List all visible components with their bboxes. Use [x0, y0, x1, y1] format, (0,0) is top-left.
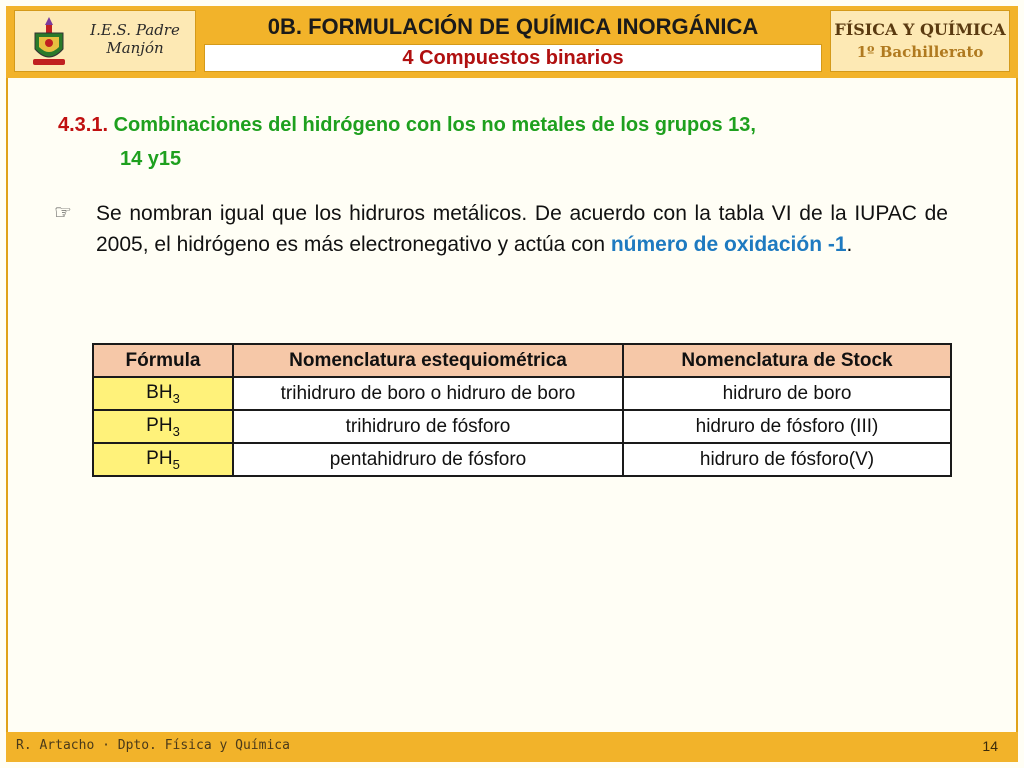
section-number: 4.3.1.: [58, 114, 109, 136]
stock-cell: hidruro de boro: [623, 377, 951, 410]
footer-author: R. Artacho · Dpto. Física y Química: [16, 738, 290, 753]
page-number: 14: [982, 738, 998, 754]
table-row: [93, 443, 951, 476]
formula-subscript: 5: [172, 456, 180, 472]
section-heading-line2: 14 y15: [120, 148, 182, 170]
paragraph-end: .: [846, 233, 853, 256]
header-formula: Fórmula: [93, 344, 233, 377]
table-row: [93, 410, 951, 443]
section-heading: [58, 108, 978, 176]
body-paragraph: [96, 198, 948, 260]
formula-base: BH: [146, 381, 173, 403]
slide-subtitle: [204, 44, 822, 72]
table-header-row: [93, 344, 951, 377]
paragraph-text: Se nombran igual que los hidruros metálicos. De acuerdo con la tabla VI de la IUPAC de 2005, el hidrógeno es más electronegativo y actúa con: [96, 202, 948, 256]
formula-base: PH: [146, 447, 173, 469]
formula-base: PH: [146, 414, 173, 436]
subject-box: [830, 10, 1010, 72]
school-name: [77, 21, 193, 57]
table-row: [93, 377, 951, 410]
stoich-cell: pentahidruro de fósforo: [233, 443, 623, 476]
pointing-hand-icon: ☞: [54, 202, 72, 224]
stoich-cell: trihidruro de fósforo: [233, 410, 623, 443]
formula-cell: [93, 410, 233, 443]
stock-cell: hidruro de fósforo(V): [623, 443, 951, 476]
school-name-line2: Manjón: [106, 39, 164, 57]
stock-cell: hidruro de fósforo (III): [623, 410, 951, 443]
header-stoichiometric: Nomenclatura estequiométrica: [233, 344, 623, 377]
header-stock: Nomenclatura de Stock: [623, 344, 951, 377]
nomenclature-table-wrap: [92, 343, 952, 477]
subtitle-text: Compuestos binarios: [419, 47, 624, 69]
formula-subscript: 3: [172, 390, 180, 406]
section-heading-line1: Combinaciones del hidrógeno con los no metales de los grupos 13,: [113, 114, 756, 136]
oxidation-number-highlight: número de oxidación -1: [610, 233, 847, 256]
course-level: 1º Bachillerato: [856, 43, 984, 61]
school-crest-icon: [27, 15, 71, 69]
subtitle-number: 4: [402, 47, 414, 69]
nomenclature-table: [92, 343, 952, 477]
school-logo-box: [14, 10, 196, 72]
formula-subscript: 3: [172, 423, 180, 439]
title-box: [204, 10, 822, 72]
subject-name: FÍSICA Y QUÍMICA: [834, 20, 1006, 39]
stoich-cell: trihidruro de boro o hidruro de boro: [233, 377, 623, 410]
footer-bar: [6, 732, 1018, 762]
school-name-line1: I.E.S. Padre: [90, 21, 180, 39]
formula-cell: [93, 443, 233, 476]
slide-title: 0B. FORMULACIÓN DE QUÍMICA INORGÁNICA: [204, 10, 822, 44]
formula-cell: [93, 377, 233, 410]
